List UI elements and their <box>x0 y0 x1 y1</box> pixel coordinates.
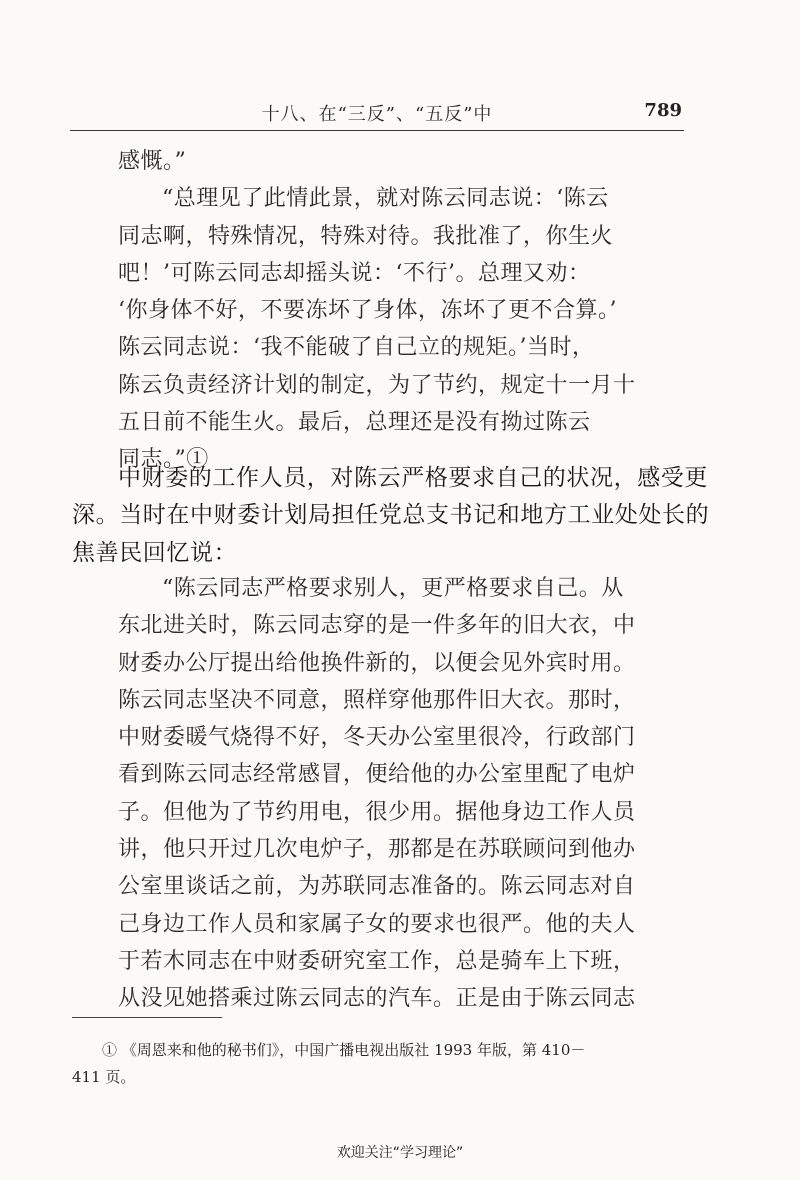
text-line: 公室里谈话之前，为苏联同志准备的。陈云同志对自 <box>118 874 636 900</box>
text-line: 陈云同志说：‘我不能破了自己立的规矩。’当时， <box>118 335 595 361</box>
text-line: 同志。”① <box>118 447 209 473</box>
text-line: 吧！’可陈云同志却摇头说：‘不行’。总理又劝： <box>118 260 591 286</box>
text-line: 己身边工作人员和家属子女的要求也很严。他的夫人 <box>118 911 636 937</box>
text-line: 感慨。” <box>118 149 187 174</box>
text-line: 财委办公厅提出给他换件新的，以便会见外宾时用。 <box>118 650 636 676</box>
footnote-rule <box>72 1017 222 1018</box>
footnote-line: ① 《周恩来和他的秘书们》，中国广播电视出版社 1993 年版，第 410－ <box>102 1041 586 1059</box>
text-line: 焦善民回忆说： <box>72 539 238 566</box>
text-line: 从没见她搭乘过陈云同志的汽车。正是由于陈云同志 <box>118 986 636 1012</box>
text-line: 陈云同志坚决不同意，照样穿他那件旧大衣。那时， <box>118 687 636 713</box>
text-line: 讲，他只开过几次电炉子，那都是在苏联顾问到他办 <box>118 837 636 863</box>
text-line: 中财委暖气烧得不好，冬天办公室里很冷，行政部门 <box>118 725 636 751</box>
footnote-line: 411 页。 <box>72 1068 136 1086</box>
quote-block-2 <box>118 570 636 1018</box>
text-line: “陈云同志严格要求别人，更严格要求自己。从 <box>162 576 624 601</box>
running-head: 十八、在“三反”、“五反”中 <box>261 104 493 125</box>
text-line: “总理见了此情此景，就对陈云同志说：‘陈云 <box>162 186 609 212</box>
text-line: 子。但他为了节约用电，很少用。据他身边工作人员 <box>118 799 636 825</box>
text-line: 陈云负责经济计划的制定，为了节约，规定十一月十 <box>118 372 636 398</box>
text-line: 东北进关时，陈云同志穿的是一件多年的旧大衣，中 <box>118 613 636 639</box>
text-line: 于若木同志在中财委研究室工作，总是骑车上下班， <box>118 948 636 974</box>
body-paragraph <box>72 460 710 572</box>
text-line: 同志啊，特殊情况，特殊对待。我批准了，你生火 <box>118 223 614 249</box>
text-line: 看到陈云同志经常感冒，便给他的办公室里配了电炉 <box>118 762 636 788</box>
text-line: ‘你身体不好，不要冻坏了身体，冻坏了更不合算。’ <box>118 298 617 324</box>
text-line: 五日前不能生火。最后，总理还是没有拗过陈云 <box>118 410 591 436</box>
quote-block-1 <box>118 143 636 479</box>
page-footer: 欢迎关注“学习理论” <box>336 1145 464 1161</box>
footnote <box>72 1037 692 1091</box>
text-line: 中财委的工作人员，对陈云严格要求自己的状况，感受更 <box>118 465 708 491</box>
text-line: 深。当时在中财委计划局担任党总支书记和地方工业处处长的 <box>72 502 710 529</box>
page-header <box>70 96 684 131</box>
page-number: 789 <box>644 100 682 121</box>
